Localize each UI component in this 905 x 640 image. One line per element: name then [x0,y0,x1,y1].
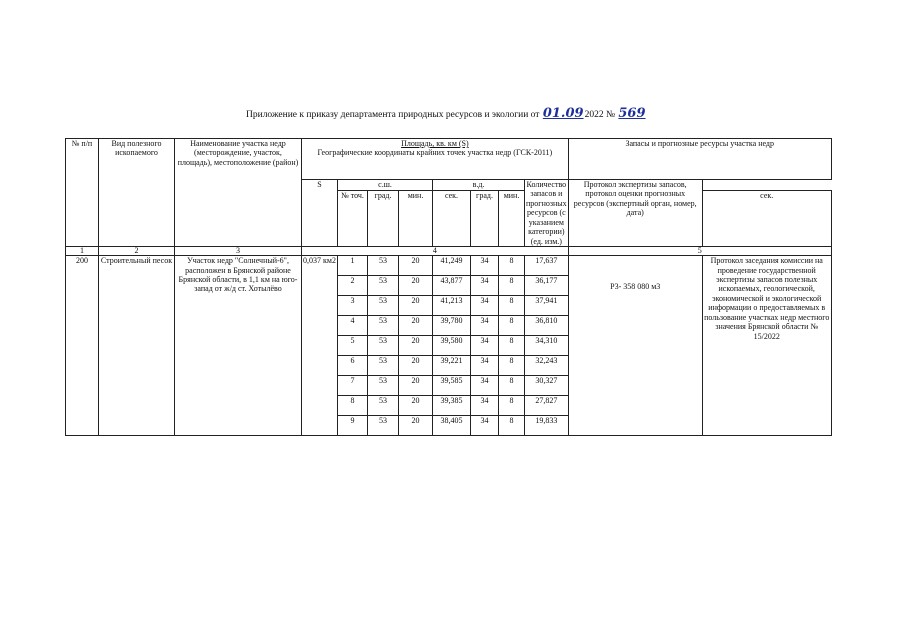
lat-min: 20 [399,276,433,296]
record-name: Участок недр "Солнечный-6", расположен в Брянской районе Брянской области, в 1,1 км на юго-запад от ж/д ст. Хотылёво [175,256,302,436]
title-year: 2022 № [584,110,616,120]
index-cell: 4 [302,247,569,256]
lon-min: 8 [499,376,525,396]
lon-min: 8 [499,256,525,276]
header-num: № п/п [66,139,99,247]
lon-min: 8 [499,296,525,316]
lat-sec: 39,385 [433,396,471,416]
point-no: 5 [338,336,368,356]
lon-min: 8 [499,416,525,436]
lon-sec: 34,310 [525,336,569,356]
point-no: 1 [338,256,368,276]
lon-min: 8 [499,396,525,416]
lat-deg: 53 [368,256,399,276]
record-protocol: Протокол заседания комиссии на проведение государственной экспертизы запасов полезных ископаемых, геологической, экономической и экологической информации о предоставляемых в пользование участках недр местного значения Брянской области № 15/2022 [702,256,831,436]
lat-deg: 53 [368,296,399,316]
table-row [66,256,832,276]
lat-deg: 53 [368,356,399,376]
lon-deg: 34 [471,396,499,416]
header-protocol: Протокол экспертизы запасов, протокол оценки прогнозных ресурсов (экспертный орган, номер, дата) [568,180,702,247]
lat-deg: 53 [368,316,399,336]
lon-deg: 34 [471,416,499,436]
lat-sec: 41,213 [433,296,471,316]
point-no: 9 [338,416,368,436]
record-qty: Р3- 358 080 м3 [568,256,702,436]
header-lon-deg: град. [471,191,499,247]
header-point-no: № точ. [338,191,368,247]
point-no: 8 [338,396,368,416]
header-coords [302,139,569,180]
index-cell: 5 [568,247,831,256]
lat-min: 20 [399,356,433,376]
lon-min: 8 [499,276,525,296]
lon-min: 8 [499,336,525,356]
header-lat-sec: сек. [433,191,471,247]
lon-sec: 17,637 [525,256,569,276]
lon-sec: 32,243 [525,356,569,376]
lat-deg: 53 [368,396,399,416]
record-type: Строительный песок [99,256,175,436]
point-no: 7 [338,376,368,396]
lon-min: 8 [499,356,525,376]
header-reserves: Запасы и прогнозные ресурсы участка недр [568,139,831,180]
lat-sec: 39,780 [433,316,471,336]
lon-sec: 19,833 [525,416,569,436]
header-lon-sec: сек. [702,191,831,247]
header-lat-deg: град. [368,191,399,247]
record-area: 0,037 км2 [302,256,338,436]
lat-min: 20 [399,316,433,336]
lat-sec: 39,221 [433,356,471,376]
header-row-1 [66,139,832,180]
lon-deg: 34 [471,296,499,316]
header-s: S [302,180,338,247]
lon-sec: 36,177 [525,276,569,296]
lat-min: 20 [399,396,433,416]
lon-sec: 37,941 [525,296,569,316]
index-cell: 1 [66,247,99,256]
lon-deg: 34 [471,256,499,276]
lat-min: 20 [399,376,433,396]
lat-deg: 53 [368,416,399,436]
point-no: 6 [338,356,368,376]
point-no: 3 [338,296,368,316]
header-qty: Количество запасов и прогнозных ресурсов (с указанием категории) (ед. изм.) [526,180,567,246]
lat-sec: 38,405 [433,416,471,436]
header-north: с.ш. [338,180,433,191]
header-coords-title: Географические координаты крайних точек участка недр (ГСК-2011) [317,148,553,158]
title-prefix: Приложение к приказу департамента природных ресурсов и экологии от [246,110,540,120]
lat-deg: 53 [368,276,399,296]
lon-deg: 34 [471,336,499,356]
license-table [65,138,832,436]
header-type: Вид полезного ископаемого [99,139,175,247]
lon-min: 8 [499,316,525,336]
lat-sec: 41,249 [433,256,471,276]
lat-min: 20 [399,336,433,356]
point-no: 4 [338,316,368,336]
lat-sec: 39,585 [433,376,471,396]
lat-sec: 43,877 [433,276,471,296]
lon-deg: 34 [471,376,499,396]
lat-min: 20 [399,296,433,316]
lat-min: 20 [399,416,433,436]
lat-sec: 39,580 [433,336,471,356]
record-num: 200 [66,256,99,436]
lat-deg: 53 [368,336,399,356]
header-east: в.д. [433,180,525,191]
index-cell: 2 [99,247,175,256]
index-cell: 3 [175,247,302,256]
lon-sec: 27,827 [525,396,569,416]
lon-deg: 34 [471,316,499,336]
header-area: Площадь, кв. км (S) [401,139,469,148]
header-name: Наименование участка недр (месторождение, участок, площадь), местоположение (район) [175,139,302,247]
lon-sec: 30,327 [525,376,569,396]
index-row [66,247,832,256]
lon-sec: 36,810 [525,316,569,336]
header-lat-min: мин. [399,191,433,247]
lon-deg: 34 [471,356,499,376]
handwritten-number: 569 [618,106,646,121]
lat-min: 20 [399,256,433,276]
lat-deg: 53 [368,376,399,396]
document-title [246,106,647,121]
header-lon-min: мин. [499,191,525,247]
point-no: 2 [338,276,368,296]
handwritten-date: 01.09 [542,106,584,121]
lon-deg: 34 [471,276,499,296]
